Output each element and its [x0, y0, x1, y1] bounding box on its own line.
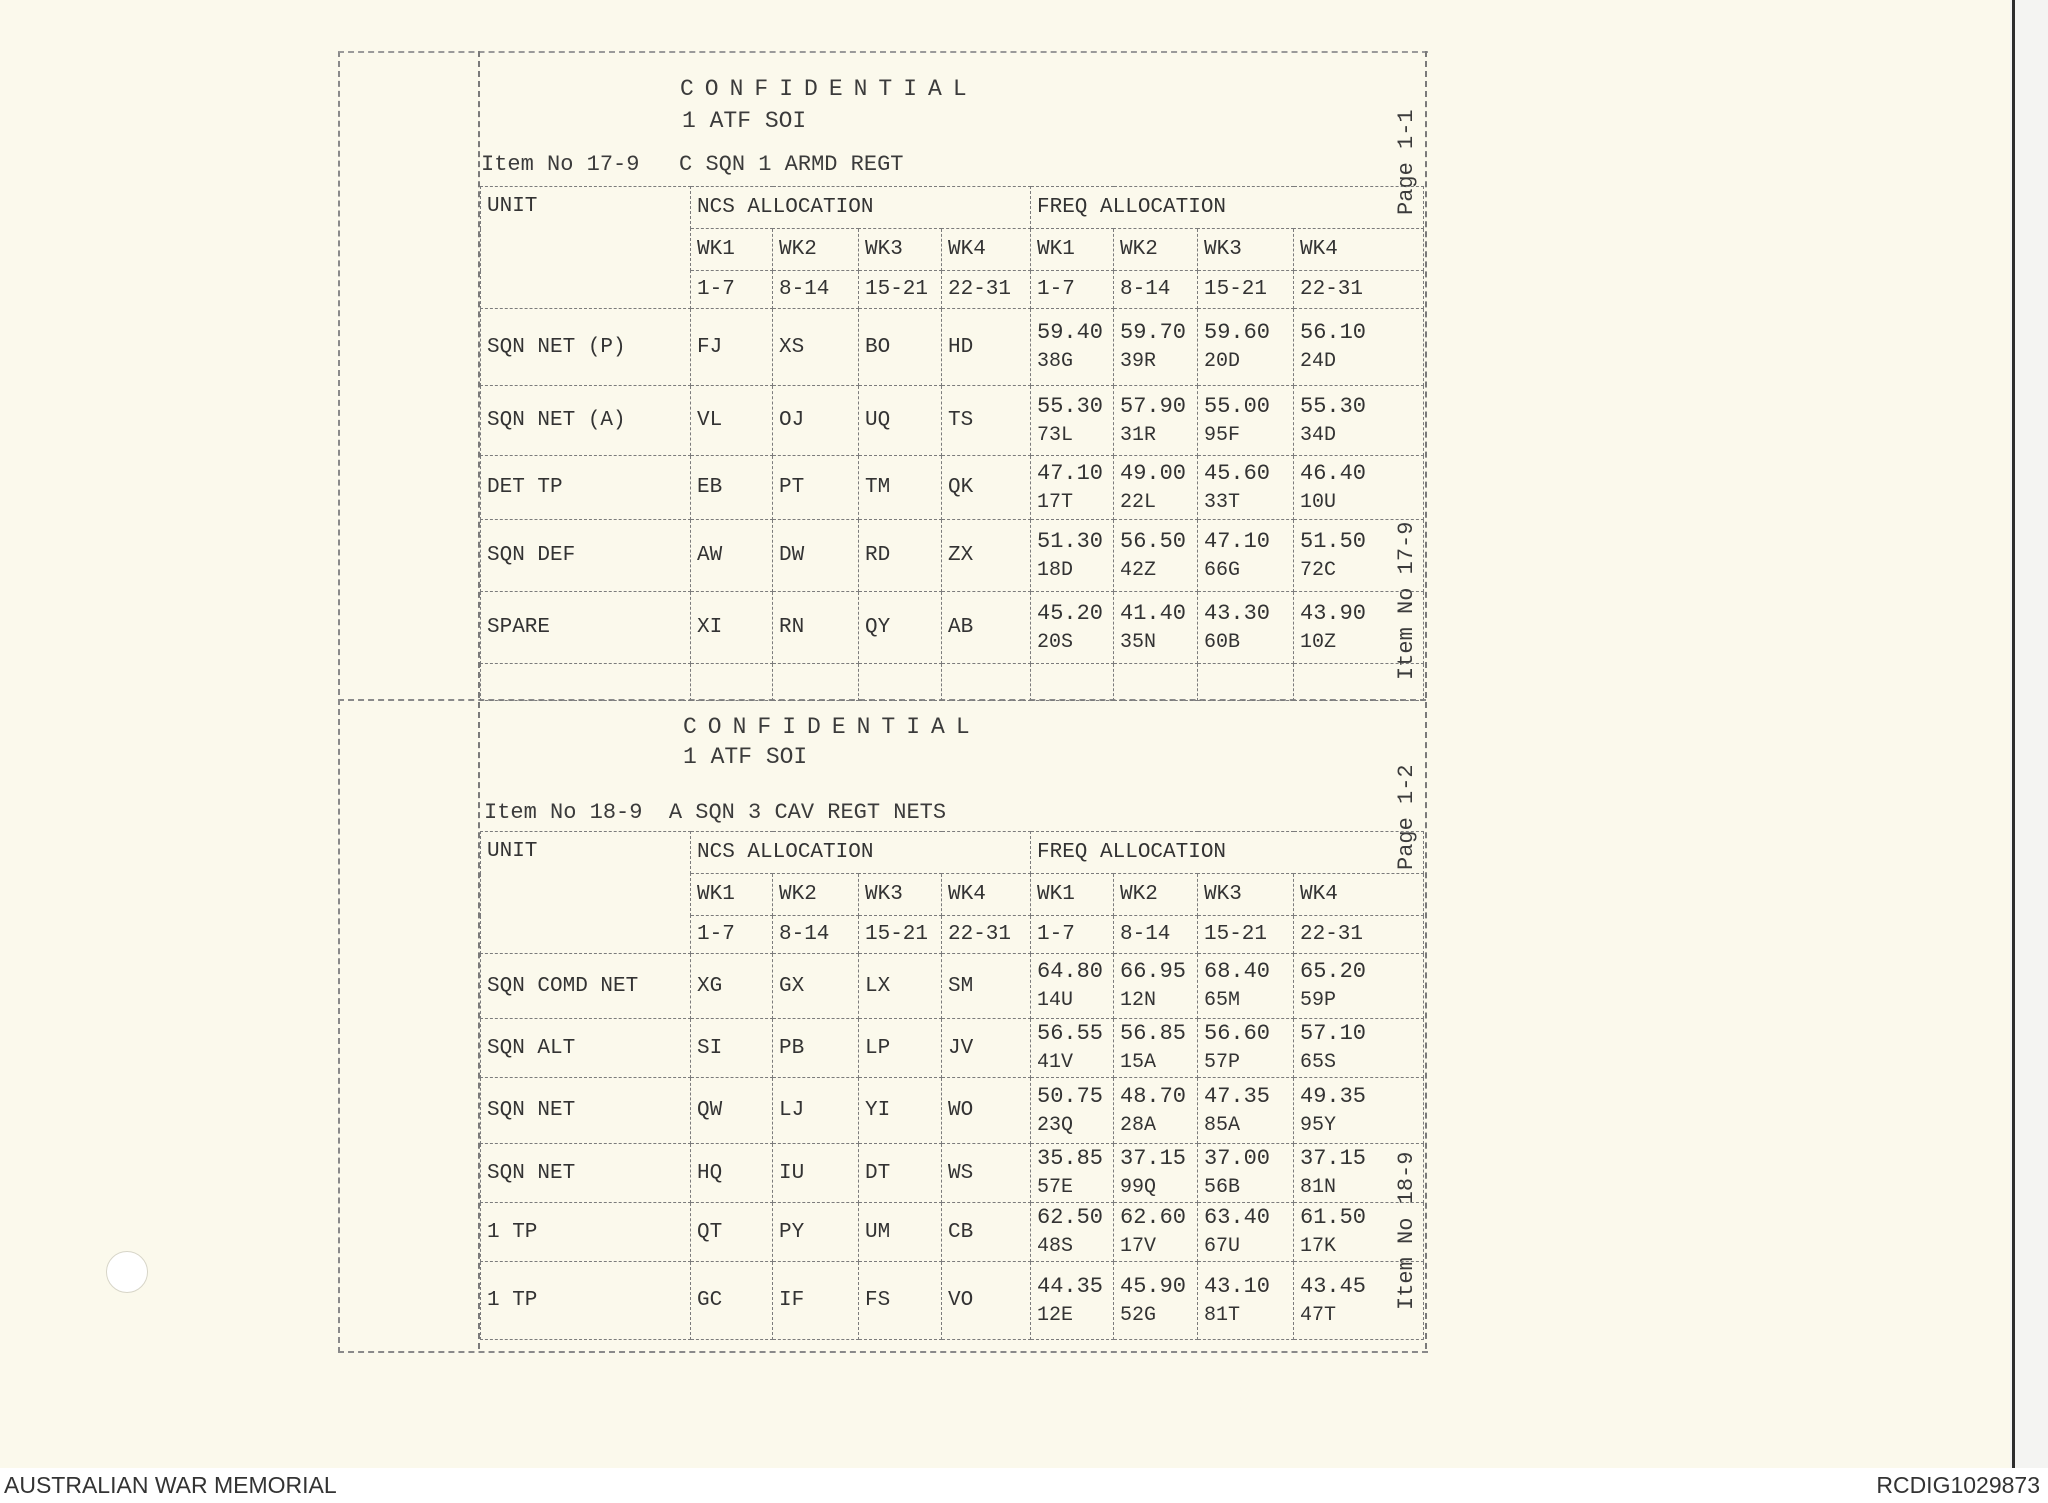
- frequency-code: 81T: [1204, 1303, 1241, 1327]
- ncs-callsign: PB: [773, 1019, 859, 1078]
- frequency-value: 55.00: [1204, 393, 1271, 419]
- date-range: 1-7: [691, 271, 773, 309]
- freq-cell: [1198, 1078, 1294, 1144]
- frequency-value: 55.30: [1037, 393, 1104, 419]
- freq-cell: [1114, 1144, 1198, 1203]
- frequency-code: 10Z: [1300, 630, 1337, 654]
- ncs-callsign: LX: [859, 954, 942, 1019]
- frequency-value: 63.40: [1204, 1205, 1271, 1230]
- date-range: 8-14: [773, 271, 859, 309]
- frequency-value: 66.95: [1120, 959, 1187, 984]
- week-header: WK2: [773, 229, 859, 271]
- unit-name: SQN COMD NET: [481, 954, 691, 1019]
- unit-name: DET TP: [481, 456, 691, 520]
- ncs-callsign: PY: [773, 1203, 859, 1262]
- frequency-code: 35N: [1120, 630, 1157, 654]
- freq-cell: [1031, 456, 1114, 520]
- freq-cell: [1031, 1078, 1114, 1144]
- ncs-callsign: RN: [773, 592, 859, 664]
- week-header: WK3: [1198, 874, 1294, 916]
- frequency-value: 37.15: [1120, 1146, 1187, 1171]
- freq-cell: [1294, 456, 1424, 520]
- frequency-value: 44.35: [1037, 1273, 1104, 1299]
- allocation-table: [480, 186, 1424, 701]
- unit-name: SQN NET (A): [481, 386, 691, 456]
- frequency-code: 81N: [1300, 1176, 1337, 1199]
- ncs-callsign: JV: [942, 1019, 1031, 1078]
- freq-cell: [1294, 954, 1424, 1019]
- ncs-callsign: QY: [859, 592, 942, 664]
- ncs-callsign: TS: [942, 386, 1031, 456]
- unit-name: SQN NET (P): [481, 309, 691, 386]
- archive-credit: AUSTRALIAN WAR MEMORIAL: [4, 1472, 337, 1498]
- frequency-code: 12E: [1037, 1303, 1074, 1327]
- frequency-code: 31R: [1120, 423, 1157, 447]
- ncs-callsign: VL: [691, 386, 773, 456]
- freq-cell: [1114, 309, 1198, 386]
- frequency-code: 56B: [1204, 1176, 1241, 1199]
- blank-cell: [942, 664, 1031, 701]
- frequency-code: 85A: [1204, 1113, 1241, 1137]
- frequency-code: 99Q: [1120, 1176, 1157, 1199]
- frequency-code: 38G: [1037, 350, 1074, 373]
- ncs-callsign: QT: [691, 1203, 773, 1262]
- freq-cell: [1198, 1203, 1294, 1262]
- freq-cell: [1294, 1203, 1424, 1262]
- frequency-value: 61.50: [1300, 1205, 1367, 1230]
- date-range: 15-21: [859, 271, 942, 309]
- freq-cell: [1294, 520, 1424, 592]
- frequency-value: 35.85: [1037, 1146, 1104, 1171]
- ncs-callsign: UQ: [859, 386, 942, 456]
- frequency-value: 43.45: [1300, 1273, 1367, 1299]
- ncs-callsign: XI: [691, 592, 773, 664]
- frequency-code: 42Z: [1120, 558, 1157, 582]
- freq-cell: [1114, 1019, 1198, 1078]
- frequency-code: 47T: [1300, 1303, 1337, 1327]
- ncs-callsign: VO: [942, 1262, 1031, 1340]
- freq-cell: [1198, 309, 1294, 386]
- frequency-value: 57.10: [1300, 1021, 1367, 1046]
- freq-cell: [1031, 592, 1114, 664]
- ncs-header: NCS ALLOCATION: [691, 832, 1031, 874]
- ncs-callsign: TM: [859, 456, 942, 520]
- item-title: C SQN 1 ARMD REGT: [679, 152, 904, 177]
- frequency-code: 20S: [1037, 630, 1074, 654]
- blank-cell: [1294, 664, 1424, 701]
- frequency-value: 51.30: [1037, 528, 1104, 554]
- date-range: 22-31: [942, 916, 1031, 954]
- ncs-callsign: YI: [859, 1078, 942, 1144]
- freq-cell: [1114, 456, 1198, 520]
- frequency-code: 14U: [1037, 989, 1074, 1012]
- ncs-callsign: LP: [859, 1019, 942, 1078]
- frequency-value: 62.50: [1037, 1205, 1104, 1230]
- freq-cell: [1114, 1203, 1198, 1262]
- ncs-callsign: SM: [942, 954, 1031, 1019]
- frequency-code: 95F: [1204, 423, 1241, 447]
- freq-cell: [1114, 954, 1198, 1019]
- frequency-value: 56.10: [1300, 320, 1367, 345]
- frequency-value: 45.60: [1204, 460, 1271, 486]
- blank-cell: [859, 664, 942, 701]
- week-header: WK3: [1198, 229, 1294, 271]
- week-header: WK1: [691, 229, 773, 271]
- frequency-code: 73L: [1037, 423, 1074, 447]
- freq-cell: [1031, 1019, 1114, 1078]
- frequency-value: 59.40: [1037, 320, 1104, 345]
- blank-cell: [1114, 664, 1198, 701]
- ncs-callsign: FS: [859, 1262, 942, 1340]
- ncs-callsign: GC: [691, 1262, 773, 1340]
- frequency-value: 47.10: [1037, 460, 1104, 486]
- frequency-code: 65M: [1204, 989, 1241, 1012]
- frequency-code: 17K: [1300, 1235, 1337, 1258]
- freq-cell: [1114, 1262, 1198, 1340]
- unit-name: SQN NET: [481, 1078, 691, 1144]
- date-range: 8-14: [1114, 271, 1198, 309]
- frequency-value: 49.00: [1120, 460, 1187, 486]
- frequency-code: 10U: [1300, 490, 1337, 514]
- frequency-code: 24D: [1300, 350, 1337, 373]
- date-range: 22-31: [1294, 916, 1424, 954]
- frequency-code: 39R: [1120, 350, 1157, 373]
- freq-cell: [1031, 954, 1114, 1019]
- ncs-callsign: UM: [859, 1203, 942, 1262]
- table-row: [481, 1144, 1424, 1203]
- unit-name: 1 TP: [481, 1203, 691, 1262]
- date-range: 1-7: [1031, 916, 1114, 954]
- frequency-value: 48.70: [1120, 1083, 1187, 1109]
- date-range: 1-7: [691, 916, 773, 954]
- table-row: [481, 1262, 1424, 1340]
- frequency-code: 41V: [1037, 1051, 1074, 1074]
- page-edge: [2010, 0, 2048, 1468]
- ncs-callsign: RD: [859, 520, 942, 592]
- frequency-code: 60B: [1204, 630, 1241, 654]
- freq-cell: [1031, 1203, 1114, 1262]
- date-range: 15-21: [1198, 916, 1294, 954]
- week-header: WK4: [942, 229, 1031, 271]
- frequency-value: 37.00: [1204, 1146, 1271, 1171]
- freq-cell: [1031, 1144, 1114, 1203]
- ncs-callsign: IF: [773, 1262, 859, 1340]
- blank-cell: [1198, 664, 1294, 701]
- freq-cell: [1294, 592, 1424, 664]
- freq-cell: [1294, 1019, 1424, 1078]
- table-row: [481, 1019, 1424, 1078]
- frequency-value: 37.15: [1300, 1146, 1367, 1171]
- frequency-value: 43.30: [1204, 600, 1271, 626]
- frequency-code: 65S: [1300, 1051, 1337, 1074]
- week-header: WK4: [1294, 874, 1424, 916]
- ncs-callsign: PT: [773, 456, 859, 520]
- freq-cell: [1031, 386, 1114, 456]
- punch-hole: [106, 1251, 148, 1293]
- week-header: WK2: [773, 874, 859, 916]
- frequency-value: 55.30: [1300, 393, 1367, 419]
- week-header: WK4: [942, 874, 1031, 916]
- ncs-callsign: LJ: [773, 1078, 859, 1144]
- table-row: [481, 456, 1424, 520]
- frequency-value: 47.10: [1204, 528, 1271, 554]
- week-header: WK2: [1114, 874, 1198, 916]
- freq-cell: [1198, 386, 1294, 456]
- frequency-value: 56.60: [1204, 1021, 1271, 1046]
- ncs-header: NCS ALLOCATION: [691, 187, 1031, 229]
- blank-row: [481, 664, 1424, 701]
- ncs-callsign: AB: [942, 592, 1031, 664]
- ncs-callsign: SI: [691, 1019, 773, 1078]
- table-row: [481, 520, 1424, 592]
- freq-cell: [1031, 309, 1114, 386]
- table-row: [481, 386, 1424, 456]
- blank-cell: [481, 664, 691, 701]
- date-range: 8-14: [773, 916, 859, 954]
- ncs-callsign: XS: [773, 309, 859, 386]
- frequency-code: 66G: [1204, 558, 1241, 582]
- table-row: [481, 954, 1424, 1019]
- unit-header: UNIT: [481, 832, 691, 954]
- ncs-callsign: QK: [942, 456, 1031, 520]
- unit-name: SQN ALT: [481, 1019, 691, 1078]
- frequency-code: 15A: [1120, 1051, 1157, 1074]
- date-range: 15-21: [1198, 271, 1294, 309]
- freq-cell: [1198, 1144, 1294, 1203]
- week-header: WK2: [1114, 229, 1198, 271]
- unit-name: SQN NET: [481, 1144, 691, 1203]
- week-header: WK1: [1031, 874, 1114, 916]
- frequency-value: 41.40: [1120, 600, 1187, 626]
- item-number: Item No 17-9: [481, 152, 640, 177]
- frequency-value: 59.70: [1120, 320, 1187, 345]
- week-header: WK1: [691, 874, 773, 916]
- frequency-value: 43.90: [1300, 600, 1367, 626]
- frequency-value: 62.60: [1120, 1205, 1187, 1230]
- archive-id: RCDIG1029873: [1876, 1472, 2040, 1498]
- unit-name: SPARE: [481, 592, 691, 664]
- frequency-value: 65.20: [1300, 959, 1367, 984]
- freq-cell: [1294, 309, 1424, 386]
- page-label: Page 1-2: [1394, 764, 1419, 870]
- table-row: [481, 1203, 1424, 1262]
- freq-cell: [1294, 386, 1424, 456]
- date-range: 8-14: [1114, 916, 1198, 954]
- blank-cell: [773, 664, 859, 701]
- frequency-code: 67U: [1204, 1235, 1241, 1258]
- frequency-value: 59.60: [1204, 320, 1271, 345]
- freq-cell: [1198, 592, 1294, 664]
- freq-cell: [1198, 954, 1294, 1019]
- frequency-code: 52G: [1120, 1303, 1157, 1327]
- frequency-value: 56.55: [1037, 1021, 1104, 1046]
- freq-header: FREQ ALLOCATION: [1031, 832, 1424, 874]
- freq-cell: [1294, 1078, 1424, 1144]
- ncs-callsign: QW: [691, 1078, 773, 1144]
- ncs-callsign: OJ: [773, 386, 859, 456]
- frequency-code: 17V: [1120, 1235, 1157, 1258]
- blank-cell: [1031, 664, 1114, 701]
- item-heading: [481, 152, 903, 177]
- ncs-callsign: CB: [942, 1203, 1031, 1262]
- freq-cell: [1114, 520, 1198, 592]
- table-row: [481, 1078, 1424, 1144]
- frequency-code: 59P: [1300, 989, 1337, 1012]
- frequency-value: 57.90: [1120, 393, 1187, 419]
- frequency-value: 45.20: [1037, 600, 1104, 626]
- frequency-value: 50.75: [1037, 1083, 1104, 1109]
- freq-cell: [1031, 1262, 1114, 1340]
- side-item-label: Item No 18-9: [1394, 1151, 1419, 1310]
- ncs-callsign: WS: [942, 1144, 1031, 1203]
- frequency-code: 95Y: [1300, 1113, 1337, 1137]
- page-label: Page 1-1: [1394, 109, 1419, 215]
- frequency-code: 57P: [1204, 1051, 1241, 1074]
- week-header: WK3: [859, 874, 942, 916]
- side-item-label: Item No 17-9: [1394, 521, 1419, 680]
- ncs-callsign: WO: [942, 1078, 1031, 1144]
- ncs-callsign: DT: [859, 1144, 942, 1203]
- frequency-value: 56.85: [1120, 1021, 1187, 1046]
- confidential-heading: CONFIDENTIAL: [683, 714, 981, 740]
- freq-cell: [1294, 1262, 1424, 1340]
- frequency-value: 43.10: [1204, 1273, 1271, 1299]
- frequency-code: 72C: [1300, 558, 1337, 582]
- ncs-callsign: DW: [773, 520, 859, 592]
- frequency-value: 51.50: [1300, 528, 1367, 554]
- freq-cell: [1114, 1078, 1198, 1144]
- item-heading: [484, 800, 946, 825]
- ncs-callsign: AW: [691, 520, 773, 592]
- soi-heading: 1 ATF SOI: [682, 108, 807, 134]
- confidential-heading: CONFIDENTIAL: [680, 76, 978, 102]
- freq-cell: [1198, 456, 1294, 520]
- ncs-callsign: XG: [691, 954, 773, 1019]
- frequency-code: 33T: [1204, 490, 1241, 514]
- frequency-value: 68.40: [1204, 959, 1271, 984]
- freq-cell: [1031, 520, 1114, 592]
- soi-heading: 1 ATF SOI: [683, 744, 808, 770]
- unit-name: SQN DEF: [481, 520, 691, 592]
- blank-cell: [691, 664, 773, 701]
- frequency-value: 47.35: [1204, 1083, 1271, 1109]
- frequency-value: 49.35: [1300, 1083, 1367, 1109]
- frequency-value: 64.80: [1037, 959, 1104, 984]
- date-range: 22-31: [1294, 271, 1424, 309]
- frequency-code: 34D: [1300, 423, 1337, 447]
- frequency-code: 12N: [1120, 989, 1157, 1012]
- freq-cell: [1114, 386, 1198, 456]
- week-header: WK4: [1294, 229, 1424, 271]
- freq-cell: [1198, 520, 1294, 592]
- date-range: 22-31: [942, 271, 1031, 309]
- date-range: 15-21: [859, 916, 942, 954]
- frequency-value: 45.90: [1120, 1273, 1187, 1299]
- ncs-callsign: EB: [691, 456, 773, 520]
- item-title: A SQN 3 CAV REGT NETS: [668, 800, 947, 825]
- frequency-code: 28A: [1120, 1113, 1157, 1137]
- allocation-table: [480, 831, 1424, 1340]
- table-row: [481, 592, 1424, 664]
- freq-cell: [1198, 1019, 1294, 1078]
- item-number: Item No 18-9: [484, 800, 643, 825]
- ncs-callsign: ZX: [942, 520, 1031, 592]
- week-header: WK1: [1031, 229, 1114, 271]
- ncs-callsign: HQ: [691, 1144, 773, 1203]
- ncs-callsign: IU: [773, 1144, 859, 1203]
- frequency-code: 18D: [1037, 558, 1074, 582]
- frequency-value: 56.50: [1120, 528, 1187, 554]
- frequency-code: 17T: [1037, 490, 1074, 514]
- freq-header: FREQ ALLOCATION: [1031, 187, 1424, 229]
- frequency-value: 46.40: [1300, 460, 1367, 486]
- frequency-code: 23Q: [1037, 1113, 1074, 1137]
- frequency-code: 20D: [1204, 350, 1241, 373]
- week-header: WK3: [859, 229, 942, 271]
- date-range: 1-7: [1031, 271, 1114, 309]
- frequency-code: 57E: [1037, 1176, 1074, 1199]
- frequency-code: 22L: [1120, 490, 1157, 514]
- ncs-callsign: HD: [942, 309, 1031, 386]
- ncs-callsign: GX: [773, 954, 859, 1019]
- unit-header: UNIT: [481, 187, 691, 309]
- ncs-callsign: FJ: [691, 309, 773, 386]
- freq-cell: [1198, 1262, 1294, 1340]
- freq-cell: [1294, 1144, 1424, 1203]
- table-row: [481, 309, 1424, 386]
- freq-cell: [1114, 592, 1198, 664]
- unit-name: 1 TP: [481, 1262, 691, 1340]
- frequency-code: 48S: [1037, 1235, 1074, 1258]
- ncs-callsign: BO: [859, 309, 942, 386]
